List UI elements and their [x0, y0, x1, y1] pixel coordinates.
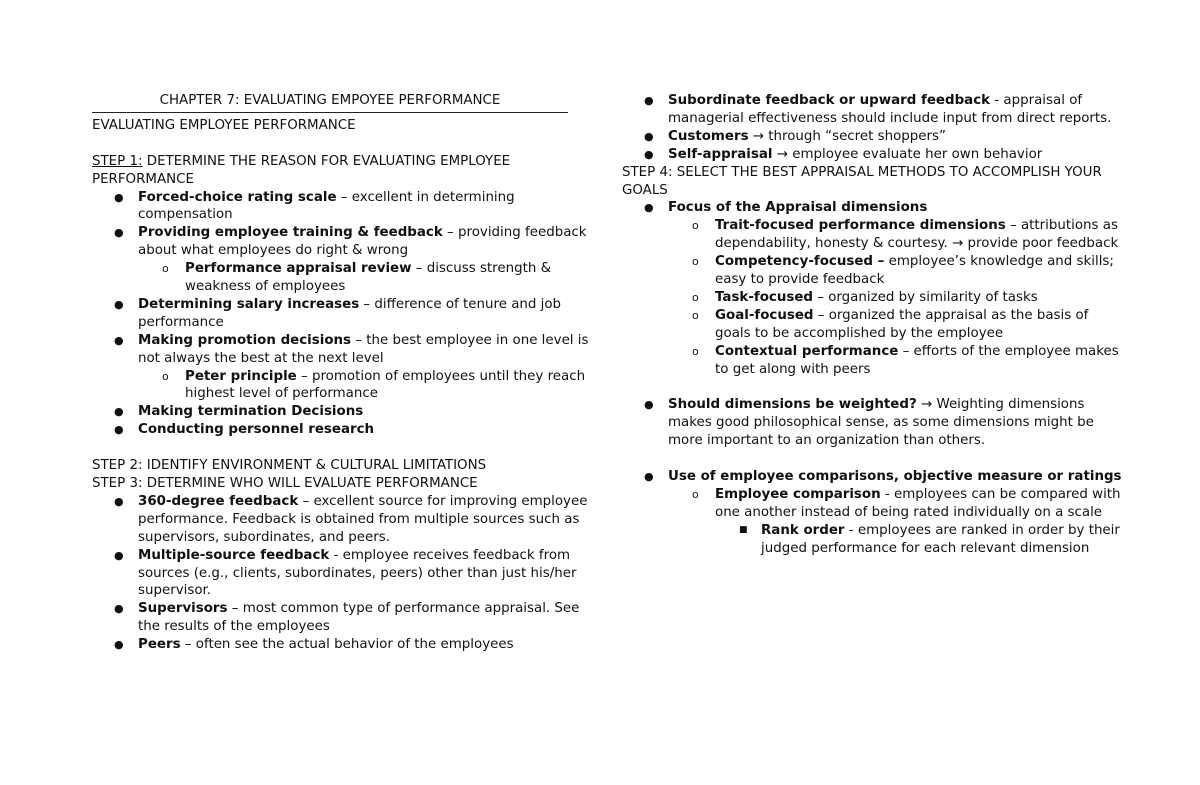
item-term: Employee comparison — [715, 486, 881, 502]
circle-bullet-icon: o — [162, 262, 169, 276]
item-desc: → employee evaluate her own behavior — [772, 146, 1043, 162]
item-desc: – difference of tenure and job performance — [138, 296, 562, 330]
item-term: Trait-focused performance dimensions — [715, 218, 1006, 234]
list-item — [622, 128, 1122, 146]
item-term: Making termination Decisions — [138, 404, 364, 420]
item-desc: – often see the actual behavior of the employees — [180, 637, 514, 653]
bullet-icon: ● — [114, 297, 124, 311]
list-item — [92, 332, 592, 368]
item-term: Rank order — [761, 522, 845, 538]
step-3-heading: STEP 3: DETERMINE WHO WILL EVALUATE PERFORMANCE — [92, 476, 478, 491]
item-term: Customers — [668, 128, 749, 144]
item-term: Peers — [138, 637, 181, 653]
circle-bullet-icon: o — [692, 255, 699, 269]
bullet-icon: ● — [114, 333, 124, 347]
item-desc: - employees can be compared with one another instead of being rated individually on a scale — [715, 486, 1121, 520]
item-term: Determining salary increases — [138, 296, 360, 312]
item-term: Use of employee comparisons, objective measure or ratings — [668, 469, 1122, 484]
list-item — [622, 522, 1122, 558]
item-term: Competency-focused – — [715, 254, 885, 270]
item-term: Conducting personnel research — [138, 422, 375, 438]
item-term: Contextual performance — [715, 343, 899, 359]
item-desc: - employee receives feedback from sources (e.g., clients, subordinates, peers) other than just his/her supervisor. — [138, 547, 577, 599]
item-term: 360-degree feedback — [138, 493, 299, 509]
list-item — [622, 396, 1122, 450]
list-item — [92, 260, 592, 296]
list-item — [92, 493, 592, 547]
item-desc: - employees are ranked in order by their judged performance for each relevant dimension — [761, 522, 1120, 556]
item-desc: – efforts of the employee makes to get along with peers — [715, 343, 1119, 377]
list-item — [622, 468, 1122, 486]
bullet-icon: ● — [114, 405, 124, 419]
step-4-heading: STEP 4: SELECT THE BEST APPRAISAL METHODS TO ACCOMPLISH YOUR GOALS — [622, 164, 1102, 198]
item-term: Making promotion decisions — [138, 332, 352, 348]
step-1-label: STEP 1: — [92, 153, 143, 169]
circle-bullet-icon: o — [692, 219, 699, 233]
bullet-icon: ● — [644, 129, 654, 143]
circle-bullet-icon: o — [692, 487, 699, 501]
bullet-icon: ● — [644, 201, 654, 215]
title-underline — [92, 112, 568, 113]
list-item — [622, 289, 1122, 307]
list-item — [622, 307, 1122, 343]
step-2-heading: STEP 2: IDENTIFY ENVIRONMENT & CULTURAL LIMITATIONS — [92, 458, 487, 474]
list-item — [92, 547, 592, 601]
circle-bullet-icon: o — [692, 344, 699, 358]
list-item — [92, 403, 592, 421]
list-item — [622, 199, 1122, 217]
list-item — [622, 92, 1122, 128]
square-bullet-icon: ■ — [739, 524, 748, 535]
item-desc: – excellent source for improving employee performance. Feedback is obtained from multiple sources such as supervisors, subordinates, and peers. — [138, 493, 588, 545]
bullet-icon: ● — [114, 638, 124, 652]
item-term: Goal-focused — [715, 307, 814, 323]
left-column — [92, 92, 592, 654]
bullet-icon: ● — [644, 94, 654, 107]
item-term: Task-focused — [715, 289, 814, 305]
bullet-icon: ● — [114, 494, 124, 508]
circle-bullet-icon: o — [162, 369, 169, 383]
document-title: CHAPTER 7: EVALUATING EMPOYEE PERFORMANCE — [159, 93, 501, 108]
list-item — [92, 368, 592, 404]
item-desc: → Weighting dimensions makes good philosophical sense, as some dimensions might be more important to an organization than others. — [668, 397, 1094, 449]
item-desc: employee’s knowledge and skills; easy to provide feedback — [715, 254, 1114, 288]
list-item — [622, 217, 1122, 253]
list-item — [622, 146, 1122, 164]
bullet-icon: ● — [114, 423, 124, 437]
bullet-icon: ● — [644, 147, 654, 161]
item-term: Focus of the Appraisal dimensions — [668, 200, 928, 216]
item-desc: – excellent in determining compensation — [138, 189, 515, 223]
list-item — [92, 224, 592, 260]
item-term: Providing employee training & feedback — [138, 225, 443, 241]
step-1-text: DETERMINE THE REASON FOR EVALUATING EMPLOYEE PERFORMANCE — [92, 153, 511, 187]
item-desc: – the best employee in one level is not always the best at the next level — [138, 332, 589, 366]
item-desc: – attributions as dependability, honesty & courtesy. → provide poor feedback — [715, 218, 1119, 252]
item-desc: – discuss strength & weakness of employees — [185, 261, 552, 295]
section-heading: EVALUATING EMPLOYEE PERFORMANCE — [92, 117, 356, 133]
right-column — [622, 92, 1122, 558]
item-desc: – providing feedback about what employees do right & wrong — [138, 225, 587, 259]
bullet-icon: ● — [644, 398, 654, 412]
item-desc: – organized by similarity of tasks — [813, 289, 1038, 305]
item-term: Multiple-source feedback — [138, 547, 330, 563]
list-item — [92, 636, 592, 654]
item-desc: – most common type of performance appraisal. See the results of the employees — [138, 601, 580, 635]
bullet-icon: ● — [114, 548, 124, 562]
item-desc: – organized the appraisal as the basis of goals to be accomplished by the employee — [715, 307, 1089, 341]
list-item — [92, 600, 592, 636]
item-desc: - appraisal of managerial effectiveness should include input from direct reports. — [668, 93, 1112, 126]
item-term: Supervisors — [138, 601, 228, 617]
item-term: Performance appraisal review — [185, 261, 412, 277]
bullet-icon: ● — [114, 190, 124, 204]
circle-bullet-icon: o — [692, 290, 699, 304]
list-item — [622, 343, 1122, 379]
bullet-icon: ● — [644, 470, 654, 483]
item-term: Should dimensions be weighted? — [668, 397, 917, 413]
item-term: Forced-choice rating scale — [138, 189, 337, 205]
list-item — [92, 421, 592, 439]
item-desc: → through “secret shoppers” — [748, 128, 946, 144]
item-term: Peter principle — [185, 368, 297, 384]
item-desc: – promotion of employees until they reach highest level of performance — [185, 368, 586, 402]
bullet-icon: ● — [114, 226, 124, 240]
step-1-heading — [92, 153, 592, 189]
bullet-icon: ● — [114, 602, 124, 616]
list-item — [92, 296, 592, 332]
list-item — [92, 189, 592, 225]
list-item — [622, 253, 1122, 289]
circle-bullet-icon: o — [692, 308, 699, 322]
item-term: Self-appraisal — [668, 146, 773, 162]
list-item — [622, 486, 1122, 522]
item-term: Subordinate feedback or upward feedback — [668, 93, 991, 108]
